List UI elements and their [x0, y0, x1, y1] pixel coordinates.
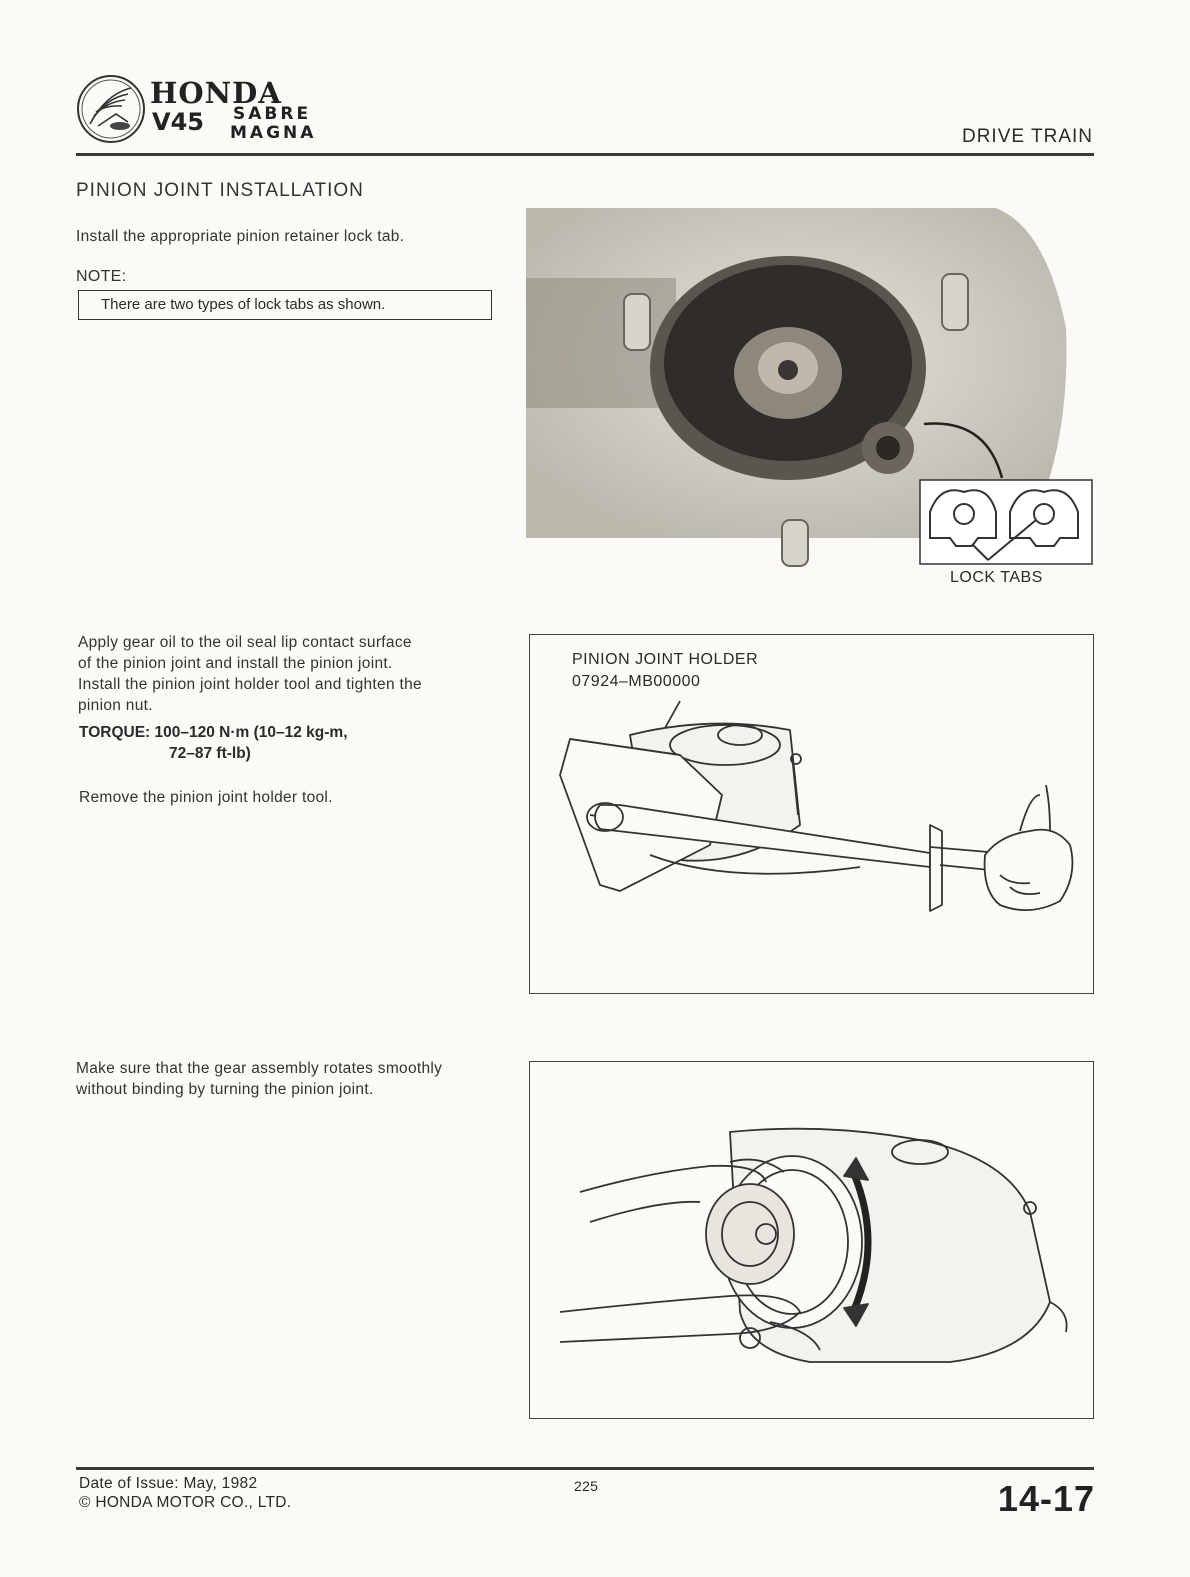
instruction-line: Install the pinion joint holder tool and tighten the [78, 676, 422, 693]
footer-rule [76, 1467, 1094, 1470]
torque-line: TORQUE: 100–120 N·m (10–12 kg-m, [79, 724, 348, 741]
lock-tabs-label: LOCK TABS [950, 569, 1043, 586]
instruction-apply-gear-oil [78, 632, 422, 716]
torque-line: 72–87 ft-lb) [169, 745, 251, 762]
holder-illustration [530, 635, 1092, 992]
instruction-check-rotation [76, 1058, 442, 1100]
holder-part-number: 07924–MB00000 [572, 673, 701, 690]
page-number: 14-17 [997, 1478, 1095, 1519]
note-box [78, 290, 492, 320]
copyright: © HONDA MOTOR CO., LTD. [79, 1494, 292, 1511]
note-text: There are two types of lock tabs as shown. [101, 296, 386, 313]
pinion-joint-holder-figure [529, 634, 1094, 994]
sequence-number: 225 [574, 1478, 599, 1494]
gear-rotation-figure [529, 1061, 1094, 1419]
lock-tab-photo [526, 208, 1094, 588]
page-heading: PINION JOINT INSTALLATION [76, 180, 364, 201]
instruction-line: without binding by turning the pinion joint. [76, 1081, 374, 1098]
model-variant-magna: MAGNA [230, 123, 317, 143]
gear-rotation-illustration [530, 1062, 1092, 1417]
instruction-line: Make sure that the gear assembly rotates smoothly [76, 1060, 443, 1077]
instruction-line: pinion nut. [78, 697, 153, 714]
note-label: NOTE: [76, 268, 127, 285]
instruction-lock-tab: Install the appropriate pinion retainer lock tab. [76, 228, 405, 245]
instruction-line: of the pinion joint and install the pinion joint. [78, 655, 393, 672]
torque-spec [79, 722, 348, 764]
issue-date: Date of Issue: May, 1982 [79, 1475, 258, 1492]
header-rule [76, 153, 1094, 156]
instruction-line: Apply gear oil to the oil seal lip contact surface [78, 634, 412, 651]
section-title: DRIVE TRAIN [961, 126, 1093, 147]
holder-label: PINION JOINT HOLDER [572, 651, 759, 668]
model-name: V45 [152, 108, 204, 136]
brand-name: HONDA [150, 76, 282, 110]
model-variant-sabre: SABRE [233, 104, 312, 124]
instruction-remove-tool: Remove the pinion joint holder tool. [79, 789, 333, 806]
honda-wing-logo [76, 74, 146, 144]
